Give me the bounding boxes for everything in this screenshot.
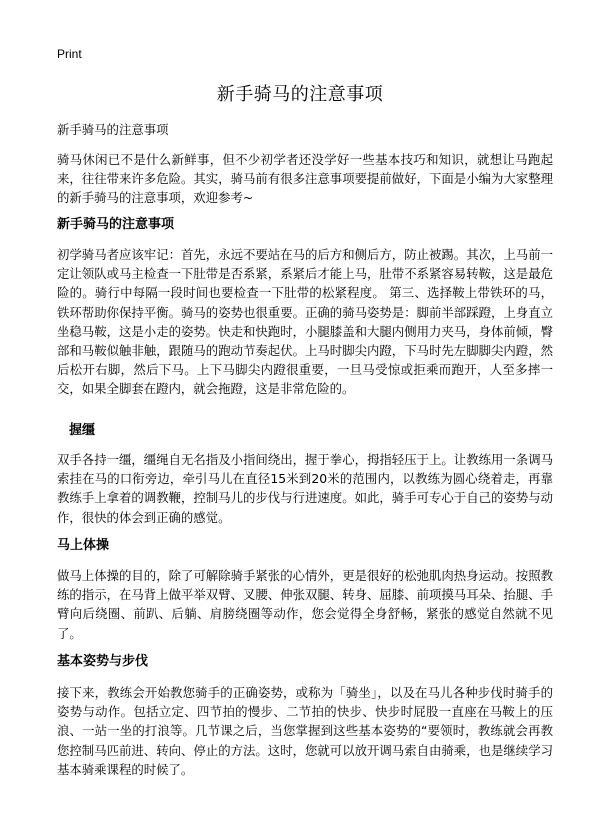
section-4-body	[57, 683, 553, 779]
page-title: 新手骑马的注意事项	[216, 84, 384, 105]
section-3-body	[57, 566, 553, 643]
intro-block	[57, 150, 553, 208]
section-2-body	[57, 450, 553, 527]
intro-paragraph: 骑马休闲已不是什么新鲜事，但不少初学者还没学好一些基本技巧和知识，就想让马跑起来，往往带来许多危险。其实，骑马前有很多注意事项要提前做好，下面是小编为大家整理的新手骑马的注意事项，欢迎参考~	[57, 152, 553, 206]
section-1	[57, 216, 553, 234]
section-heading: 基本姿势与步伐	[57, 654, 149, 669]
section-heading: 马上体操	[57, 538, 110, 553]
print-label[interactable]: Print	[57, 47, 82, 61]
section-3	[57, 537, 553, 555]
section-paragraph: 初学骑马者应该牢记：首先，永远不要站在马的后方和侧后方，防止被踢。其次，上马前一定让领队或马主检查一下肚带是否系紧，系紧后才能上马，肚带不系紧容易转鞍，这是最危险的。骑行中每隔一段时间也要检查一下肚带的松紧程度。 第三、选择鞍上带铁环的马，铁环帮助你保持平衡。骑马的姿势也很重要。正确的骑马姿势是：脚前半部踩蹬，上身直立坐稳马鞍，这是小走的姿势。快走和快跑时，小腿膝盖和大腿内侧用力夹马，身体前倾，臀部和马鞍似触非触，跟随马的跑动节奏起伏。上马时脚尖内蹬，下马时先左脚脚尖内蹬，然后松开右脚，然后下马。上下马脚尖内蹬很重要，一旦马受惊或拒乘而跑开，人至多摔一交，如果全脚套在蹬内，就会拖蹬，这是非常危险的。	[57, 247, 553, 397]
section-4	[57, 653, 553, 671]
subtitle: 新手骑马的注意事项	[57, 122, 169, 137]
section-paragraph: 做马上体操的目的，除了可解除骑手紧张的心情外，更是很好的松弛肌肉热身运动。按照教练的指示，在马背上做平举双臂、叉腰、伸张双腿、转身、屈膝、前项摸马耳朵、抬腿、手臂向后绕圈、前趴、后躺、肩膀绕圈等动作，您会觉得全身舒畅，紧张的感觉自然就不见了。	[57, 568, 553, 641]
subtitle-block	[57, 121, 553, 139]
section-paragraph: 接下来，教练会开始教您骑手的正确姿势，或称为「骑坐」，以及在马儿各种步伐时骑手的姿势与动作。包括立定、四节拍的慢步、二节拍的快步、快步时屁股一直座在马鞍上的压浪、一站一坐的打浪等。几节课之后，当您掌握到这些基本姿势的“要领时，教练就会再教您控制马匹前进、转向、停止的方法。这时，您就可以放开调马索自由骑乘，也是继续学习基本骑乘课程的时候了。	[57, 685, 553, 777]
section-heading: 握缰	[69, 423, 96, 438]
section-heading: 新手骑马的注意事项	[57, 217, 175, 232]
section-paragraph: 双手各持一缰，缰绳自无名指及小指间绕出，握于拳心，拇指轻压于上。让教练用一条调马索挂在马的口衔旁边，牵引马儿在直径15米到20米的范围内，以教练为圆心绕着走，再靠教练手上拿着的调教鞭，控制马儿的步伐与行进速度。如此，骑手可专心于自己的姿势与动作，很快的体会到正确的感觉。	[57, 452, 553, 525]
section-1-body	[57, 245, 553, 399]
section-2	[69, 422, 565, 440]
